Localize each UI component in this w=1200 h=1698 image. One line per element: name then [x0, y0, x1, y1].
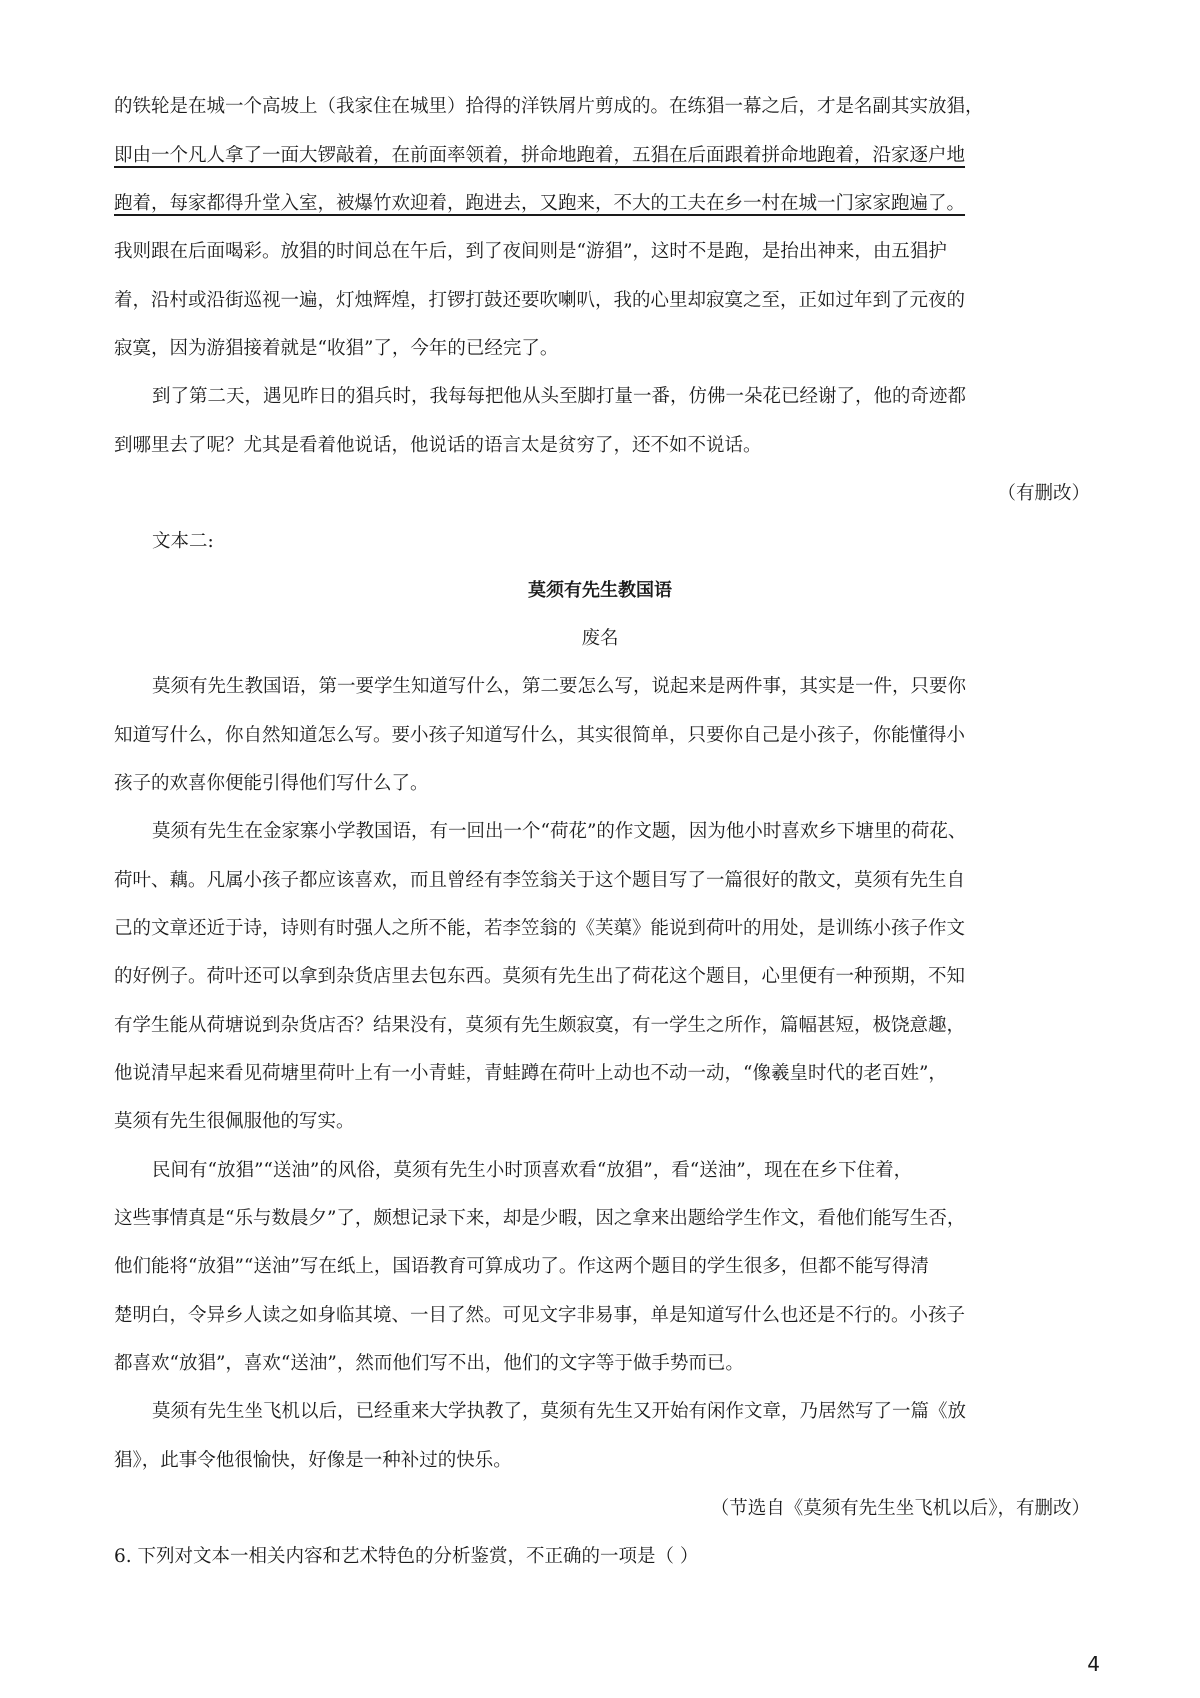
text2-line: 他们能将“放猖”“送油”写在纸上，国语教育可算成功了。作这两个题目的学生很多，但都不能写得清: [114, 1256, 929, 1277]
text2-line: 这些事情真是“乐与数晨夕”了，颇想记录下来，却是少暇，因之拿来出题给学生作文，看他们能写生否，: [114, 1208, 966, 1229]
text2-line: 孩子的欢喜你便能引得他们写什么了。: [114, 773, 429, 794]
text2-author: 废名: [581, 628, 619, 649]
text2-line: 己的文章还近于诗，诗则有时强人之所不能，若李笠翁的《芙蕖》能说到荷叶的用处，是训练小孩子作文: [114, 918, 966, 939]
text2-line: 他说清早起来看见荷塘里荷叶上有一小青蛙，青蛙蹲在荷叶上动也不动一动，“像羲皇时代的老百姓”，: [114, 1063, 947, 1084]
text2-line: 民间有“放猖”“送油”的风俗，莫须有先生小时顶喜欢看“放猖”，看“送油”，现在在乡下住着，: [152, 1160, 913, 1181]
text1-line: 着，沿村或沿街巡视一遍，灯烛辉煌，打锣打鼓还要吹喇叭，我的心里却寂寞之至，正如过年到了元夜的: [114, 290, 966, 311]
page-number: 4: [1087, 1652, 1100, 1676]
text2-line: 荷叶、藕。凡属小孩子都应该喜欢，而且曾经有李笠翁关于这个题目写了一篇很好的散文，莫须有先生自: [114, 870, 966, 891]
text1-note: （有删改）: [997, 483, 1090, 504]
text1-line-underlined: 即由一个凡人拿了一面大锣敲着，在前面率领着，拼命地跑着，五猖在后面跟着拼命地跑着，沿家逐户地: [114, 145, 966, 166]
text2-line: 楚明白，令异乡人读之如身临其境、一目了然。可见文字非易事，单是知道写什么也还是不行的。小孩子: [114, 1305, 966, 1326]
text2-line: 莫须有先生坐飞机以后，已经重来大学执教了，莫须有先生又开始有闲作文章，乃居然写了一篇《放: [152, 1401, 967, 1422]
text2-line: 猖》，此事令他很愉快，好像是一种补过的快乐。: [114, 1450, 512, 1471]
text2-line: 莫须有先生教国语，第一要学生知道写什么，第二要怎么写，说起来是两件事，其实是一件，只要你: [152, 676, 967, 697]
text1-line: 寂寞，因为游猖接着就是“收猖”了，今年的已经完了。: [114, 338, 559, 359]
text2-label: 文本二:: [152, 531, 214, 552]
question-6: 6. 下列对文本一相关内容和艺术特色的分析鉴赏，不正确的一项是（ ）: [114, 1546, 699, 1567]
text2-line: 的好例子。荷叶还可以拿到杂货店里去包东西。莫须有先生出了荷花这个题目，心里便有一种预期，不知: [114, 966, 966, 987]
text2-title: 莫须有先生教国语: [528, 580, 672, 601]
text2-line: 知道写什么，你自然知道怎么写。要小孩子知道写什么，其实很简单，只要你自己是小孩子，你能懂得小: [114, 725, 966, 746]
text1-line-underlined: 跑着，每家都得升堂入室，被爆竹欢迎着，跑进去，又跑来，不大的工夫在乡一村在城一门家家跑遍了。: [114, 193, 966, 214]
text2-line: 都喜欢“放猖”，喜欢“送油”，然而他们写不出，他们的文字等于做手势而已。: [114, 1353, 744, 1374]
text1-line: 到了第二天，遇见昨日的猖兵时，我每每把他从头至脚打量一番，仿佛一朵花已经谢了，他的奇迹都: [152, 386, 967, 407]
text1-line: 我则跟在后面喝彩。放猖的时间总在午后，到了夜间则是“游猖”，这时不是跑，是抬出神来，由五猖护: [114, 241, 947, 262]
text2-line: 有学生能从荷塘说到杂货店否？结果没有，莫须有先生颇寂寞，有一学生之所作，篇幅甚短，极饶意趣，: [114, 1015, 966, 1036]
text2-line: 莫须有先生在金家寨小学教国语，有一回出一个“荷花”的作文题，因为他小时喜欢乡下塘里的荷花、: [152, 821, 967, 842]
text1-line: 到哪里去了呢？尤其是看着他说话，他说话的语言太是贫穷了，还不如不说话。: [114, 435, 762, 456]
text2-line: 莫须有先生很佩服他的写实。: [114, 1111, 355, 1132]
text2-source: （节选自《莫须有先生坐飞机以后》，有删改）: [710, 1498, 1090, 1519]
text1-line: 的铁轮是在城一个高坡上（我家住在城里）拾得的洋铁屑片剪成的。在练猖一幕之后，才是名副其实放猖，: [114, 96, 984, 117]
